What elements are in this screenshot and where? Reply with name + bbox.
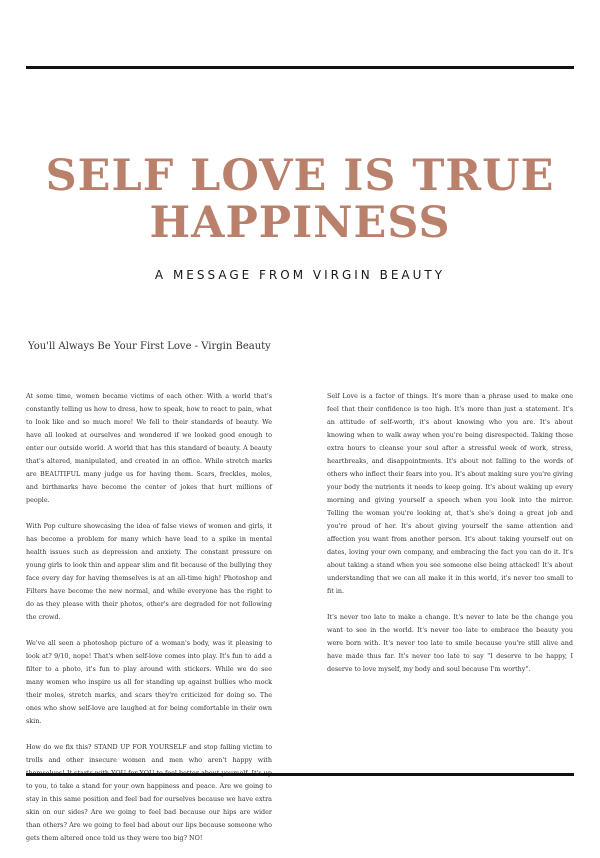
paragraph: It's never too late to make a change. It's never to late be the change you want to see in the world. It's never too late to embrace the beauty you were born with. It's never too late to smile because you're still alive and have made thus far. It's never too late to say "I deserve to be happy, I deserve to love myself, my body and soul because I'm worthy".	[327, 613, 573, 673]
bottom-rule	[26, 773, 574, 776]
paragraph: How do we fix this? STAND UP FOR YOURSELF and stop falling victim to trolls and other insecure women and men who aren't happy with to you, to take a stand for your own happiness and peace. Are we going to stay in this same position and feel bad for ourselves because we have extra skin on our sides? Are we going to feel bad because our hips are wider than others? Are we going to feel bad about our lips because someone who gets them altered once told us they were too big? NO!	[26, 743, 272, 842]
right-column	[327, 390, 573, 689]
paragraph: At some time, women became victims of each other. With a world that's constantly telling us how to dress, how to speak, how to react to pain, what to look like and so much more! We fell to their standards of beauty. We have all looked at ourselves and wondered if we looked good enough to enter our outside world. A world that has this standard of beauty. A beauty that's altered, manipulated, and created in an office. While stretch marks are BEAUTIFUL many judge us for having them. Scars, freckles, moles, and birthmarks have become the center of jokes that hurt millions of people.	[26, 392, 272, 504]
paragraph: Self Love is a factor of things. It's more than a phrase used to make one feel that their confidence is too high. It's more than just a statement. It's an attitude of self-worth, it's about knowing who you are. It's about knowing when to walk away when you're being disrespected. Taking those extra hours to cleanse your soul after a stressful week of work, stress, heartbreaks, and disappointments. It's about not falling to the words of others who inflect their fears into you. It's about making sure you're giving your body the nutrients it needs to keep going. It's about waking up every morning and giving yourself a speech when you look into the mirror. Telling the woman you're looking at, that's she's doing a great job and you're proud of her. It's about giving yourself the same attention and affection you want from another person. It's about taking yourself out on dates, loving your own company, and embracing the fact you can do it. It's about taking a stand when you see someone else being attacked! It's about understanding that we can all make it in this world, it's never too small to fit in.	[327, 392, 573, 595]
paragraph: With Pop culture showcasing the idea of false views of women and girls, it has become a problem for many which have lead to a spike in mental health issues such as depression and anxiety. The constant pressure on young girls to look thin and appear slim and fit because of the bullying they face every day for having themselves is at an all-time high! Photoshop and Filters have become the new normal, and while everyone has the right to do as they please with their photos, other's are degraded for not following the crowd.	[26, 522, 272, 621]
title-line-2: HAPPINESS	[149, 198, 451, 248]
tagline: You'll Always Be Your First Love - Virgin Beauty	[28, 341, 271, 352]
left-column	[26, 390, 272, 858]
page-title	[0, 153, 600, 247]
top-rule	[26, 66, 574, 69]
subtitle: A MESSAGE FROM VIRGIN BEAUTY	[154, 268, 446, 282]
title-line-1: SELF LOVE IS TRUE	[45, 151, 555, 201]
paragraph: We've all seen a photoshop picture of a woman's body, was it pleasing to look at? 9/10, nope! That's when self-love comes into play. It's fun to add a filter to a photo, it's fun to play around with stickers. While we do see many women who inspire us all for standing up against bullies who mock their moles, stretch marks, and scars they're criticized for doing so. The ones who show self-love are laughed at for being comfortable in their own skin.	[26, 639, 272, 725]
